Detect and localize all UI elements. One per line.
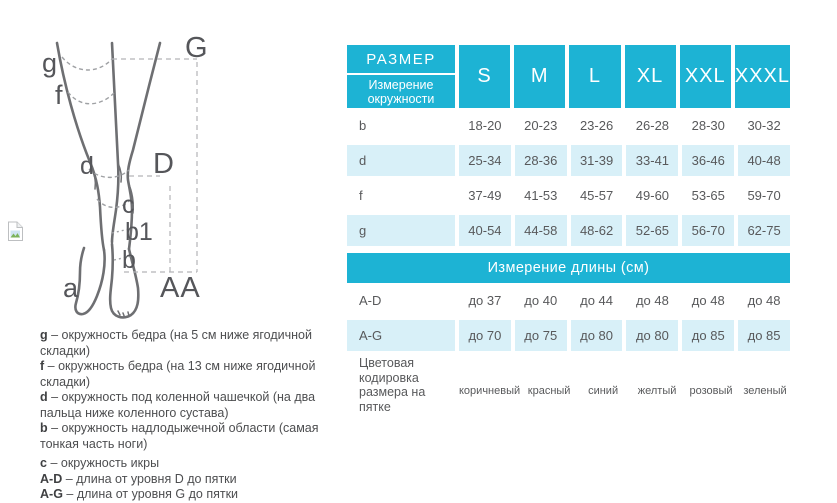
table-cell: 48-62 (571, 215, 623, 246)
diagram-label-b: b (122, 246, 136, 274)
size-table (347, 45, 790, 429)
diagram-label-AA: AA (160, 272, 201, 304)
table-cell: 45-57 (579, 188, 614, 203)
table-cell: 53-65 (691, 188, 725, 203)
diagram-label-D: D (153, 148, 174, 180)
column-header-s: S (459, 45, 510, 108)
table-cell: 33-41 (626, 145, 678, 176)
table-cell: 25-34 (459, 145, 511, 176)
table-cell: 36-46 (682, 145, 734, 176)
heel-color-l: синий (588, 385, 619, 397)
row-label: f (359, 188, 363, 203)
heel-color-xl: желтый (637, 385, 677, 397)
table-cell: 23-26 (579, 118, 614, 133)
table-cell: 44-58 (515, 215, 567, 246)
table-cell: 28-36 (515, 145, 567, 176)
table-cell: 18-20 (468, 118, 502, 133)
table-cell: 31-39 (571, 145, 623, 176)
table-header-row (347, 45, 790, 108)
broken-image-icon (7, 221, 24, 242)
table-cell: до 37 (468, 293, 502, 308)
table-row-b (347, 108, 790, 143)
table-cell: 40-48 (738, 145, 790, 176)
row-label: d (347, 145, 455, 176)
table-cell: 59-70 (747, 188, 781, 203)
table-cell: 37-49 (468, 188, 502, 203)
table-cell: до 48 (691, 293, 725, 308)
column-header-m: M (514, 45, 565, 108)
table-cell: 28-30 (691, 118, 725, 133)
leg-measurement-diagram (0, 0, 340, 325)
table-subtitle: Измерение окружности (367, 77, 435, 106)
legend-item-c: c – окружность икры (40, 456, 160, 470)
table-row-g (347, 213, 790, 248)
table-cell: до 40 (524, 293, 558, 308)
diagram-label-a: a (63, 273, 79, 303)
diagram-label-d: d (80, 152, 94, 180)
legend-item-b: b – окружность надлодыжечной области (самая тонкая часть ноги) (40, 421, 319, 451)
table-row-color-coding (347, 353, 790, 429)
table-cell: до 85 (738, 320, 790, 351)
length-section-title: Измерение длины (см) (347, 253, 790, 283)
legend-item-d: d – окружность под коленной чашечкой (на два пальца ниже коленного сустава) (40, 390, 316, 420)
row-label: A-D (359, 293, 382, 308)
table-row-d (347, 143, 790, 178)
table-header-corner (347, 45, 455, 108)
table-cell: 56-70 (682, 215, 734, 246)
table-row-ad (347, 283, 790, 318)
legend-item-g: g – окружность бедра (на 5 см ниже ягодичной складки) (40, 328, 312, 358)
column-header-l: L (569, 45, 620, 108)
length-section-header (347, 248, 790, 283)
legend-item-ag: A-G – длина от уровня G до пятки (40, 487, 239, 501)
table-cell: до 85 (682, 320, 734, 351)
diagram-label-f: f (55, 80, 63, 110)
table-cell: 26-28 (635, 118, 670, 133)
heel-color-xxxl: зеленый (743, 385, 787, 397)
column-header-xl: XL (625, 45, 676, 108)
table-row-f (347, 178, 790, 213)
diagram-label-b1: b1 (125, 218, 153, 246)
legend-item-f: f – окружность бедра (на 13 см ниже ягодичной складки) (40, 359, 316, 389)
table-row-ag (347, 318, 790, 353)
table-cell: до 48 (635, 293, 669, 308)
table-cell: 49-60 (635, 188, 670, 203)
diagram-label-g: g (42, 48, 58, 78)
row-label: g (347, 215, 455, 246)
table-title: РАЗМЕР (366, 50, 436, 68)
table-cell: 30-32 (747, 118, 781, 133)
legend-item-ad: A-D – длина от уровня D до пятки (40, 471, 237, 486)
table-cell: до 44 (580, 293, 614, 308)
table-cell: 20-23 (524, 118, 558, 133)
table-cell: до 80 (571, 320, 623, 351)
table-cell: 52-65 (626, 215, 678, 246)
table-cell: до 75 (515, 320, 567, 351)
measurement-legend (40, 328, 352, 503)
row-label: Цветовая кодировка размера на пятке (359, 356, 426, 414)
heel-color-s: коричневый (459, 385, 521, 397)
column-header-xxxl: XXXL (735, 45, 790, 108)
measurement-arcs (62, 57, 132, 260)
diagram-label-c: c (122, 191, 135, 219)
table-cell: до 48 (747, 293, 781, 308)
table-cell: 41-53 (524, 188, 558, 203)
heel-color-m: красный (527, 385, 571, 397)
table-cell: до 70 (459, 320, 511, 351)
table-cell: 40-54 (459, 215, 511, 246)
table-cell: до 80 (626, 320, 678, 351)
row-label: b (359, 118, 367, 133)
row-label: A-G (347, 320, 455, 351)
column-header-xxl: XXL (680, 45, 731, 108)
heel-color-xxl: розовый (689, 385, 733, 397)
table-cell: 62-75 (738, 215, 790, 246)
diagram-label-G: G (185, 32, 208, 64)
